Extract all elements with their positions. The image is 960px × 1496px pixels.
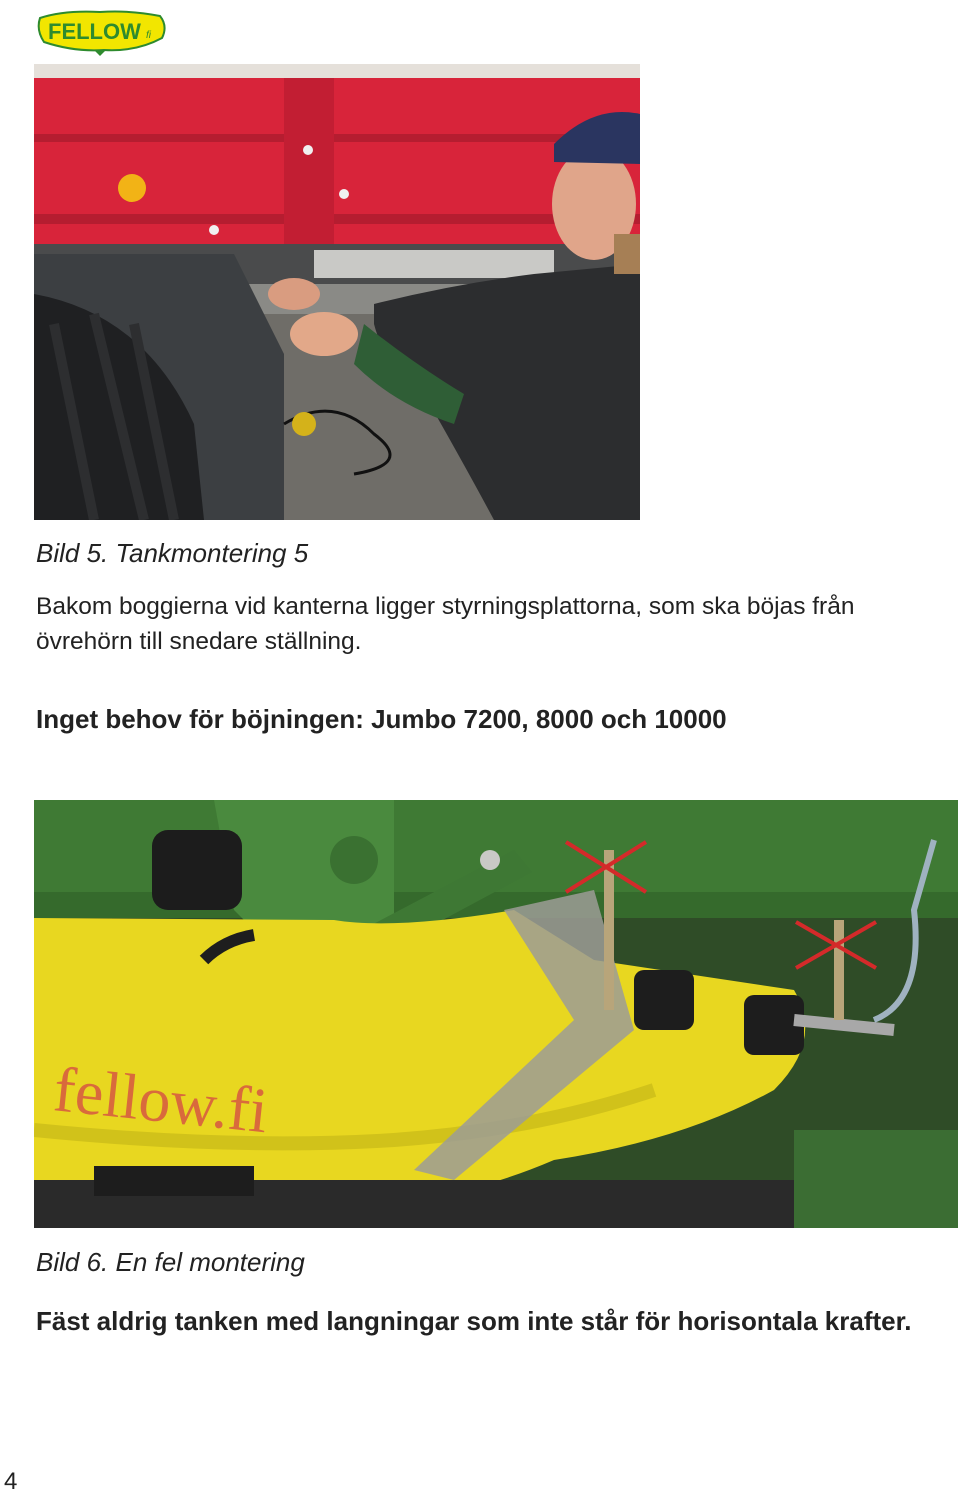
figure-caption: Bild 5. Tankmontering 5 bbox=[36, 538, 309, 568]
photo-tank-mounting bbox=[34, 64, 640, 520]
warning-paragraph: Fäst aldrig tanken med langningar som inte står för horisontala krafter. bbox=[36, 1306, 912, 1336]
tank-label: fellow.fi bbox=[50, 1053, 272, 1147]
page-number: 4 bbox=[4, 1468, 18, 1495]
photo-wrong-mounting bbox=[34, 800, 958, 1228]
logo-suffix: fi bbox=[146, 30, 151, 41]
figure-caption: Bild 6. En fel montering bbox=[36, 1247, 305, 1277]
note-paragraph: Inget behov för böjningen: Jumbo 7200, 8000 och 10000 bbox=[36, 704, 727, 734]
body-paragraph: Bakom boggierna vid kanterna ligger styrningsplattorna, som ska böjas från övrehörn till snedare ställning. bbox=[36, 593, 855, 655]
fellow-logo bbox=[34, 8, 168, 56]
logo-text: FELLOW bbox=[48, 19, 141, 44]
